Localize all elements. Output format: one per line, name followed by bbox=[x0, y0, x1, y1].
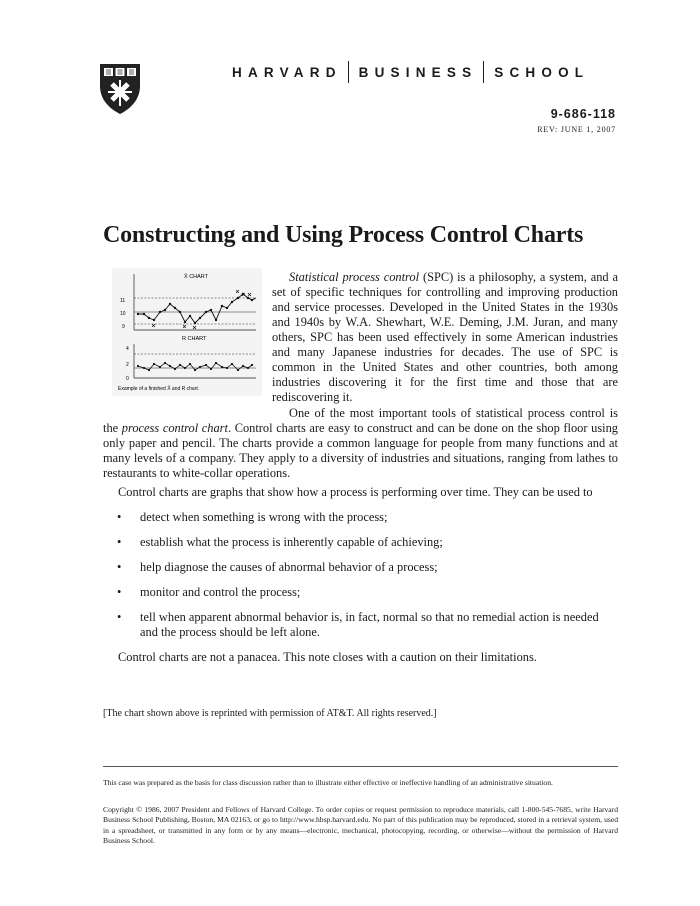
bullet-icon: • bbox=[117, 510, 122, 524]
intro-paragraph bbox=[272, 270, 618, 405]
list-item bbox=[103, 585, 618, 600]
p2-lead: One of the most important tools of statistical process control is the bbox=[103, 406, 618, 435]
list-item bbox=[103, 535, 618, 550]
r-tick: 4 bbox=[126, 346, 129, 352]
control-chart-paragraph bbox=[103, 406, 618, 481]
list-item bbox=[103, 560, 618, 575]
list-item bbox=[103, 610, 618, 640]
limitations-paragraph: Control charts are not a panacea. This note closes with a caution on their limitations. bbox=[118, 650, 537, 664]
header-word-1: HARVARD bbox=[232, 64, 342, 80]
document-number: 9-686-118 bbox=[550, 107, 616, 121]
header-divider bbox=[348, 61, 349, 83]
uses-list bbox=[103, 510, 618, 650]
spc-term: Statistical process control bbox=[289, 270, 420, 284]
r-tick: 2 bbox=[126, 362, 129, 368]
revision-date: REV: JUNE 1, 2007 bbox=[537, 125, 616, 134]
intro-text: (SPC) is a philosophy, a system, and a set of specific techniques for controlling and improving production and service processes. Developed in the United States in the 1930s and 1940s by W.A. Shewhart, W.E. Deming, J.M. Juran, and many others, SPC has been used effectively in some American industries and many Japanese industries for decades. The use of SPC is common in the United States and other countries, both among industries discovering it for the first time and those that are rediscovering it. bbox=[272, 270, 618, 404]
bullet-icon: • bbox=[117, 585, 122, 599]
copyright-notice: Copyright © 1986, 2007 President and Fellows of Harvard College. To order copies or request permission to reproduce materials, call 1-800-545-7685, write Harvard Business School Publishing, Boston, MA 02163, or go to http://www.hbsp.harvard.edu. No part of this publication may be reproduced, stored in a retrieval system, used in a spreadsheet, or transmitted in any form or by any means—electronic, mechanical, photocopying, recording, or otherwise—without the permission of Harvard Business School. bbox=[103, 805, 618, 846]
p2-rest: . Control charts are easy to construct and can be done on the shop floor using only paper and pencil. The charts provide a common language for people from many functions and at many levels of a company. They apply to a diversity of industries and situations, ranging from lathes to restaurants to white-collar operations. bbox=[103, 421, 618, 480]
header-word-3: SCHOOL bbox=[494, 64, 590, 80]
list-item-text: help diagnose the causes of abnormal behavior of a process; bbox=[140, 560, 438, 574]
institution-header bbox=[232, 61, 622, 83]
xbar-tick: 10 bbox=[120, 311, 126, 317]
r-tick: 0 bbox=[126, 376, 129, 382]
process-control-chart-term: process control chart bbox=[121, 421, 228, 435]
list-item bbox=[103, 510, 618, 525]
list-item-text: monitor and control the process; bbox=[140, 585, 301, 599]
list-item-text: detect when something is wrong with the process; bbox=[140, 510, 388, 524]
page-title: Constructing and Using Process Control Charts bbox=[103, 222, 584, 248]
bullet-icon: • bbox=[117, 535, 122, 549]
footer-divider bbox=[103, 766, 618, 767]
xbar-tick: 9 bbox=[122, 324, 125, 330]
header-divider bbox=[483, 61, 484, 83]
hbs-shield-logo bbox=[98, 62, 142, 116]
case-note: This case was prepared as the basis for class discussion rather than to illustrate either effective or ineffective handling of an administrative situation. bbox=[103, 778, 553, 787]
bullet-icon: • bbox=[117, 610, 122, 624]
header-word-2: BUSINESS bbox=[358, 64, 478, 80]
list-item-text: tell when apparent abnormal behavior is, in fact, normal so that no remedial action is needed and the process should be left alone. bbox=[140, 610, 599, 639]
figure-caption: Example of a finished X̄ and R chart. bbox=[118, 386, 200, 392]
control-chart-figure bbox=[112, 268, 262, 396]
r-chart-label: R CHART bbox=[182, 336, 207, 342]
permission-note: [The chart shown above is reprinted with permission of AT&T. All rights reserved.] bbox=[103, 708, 437, 719]
uses-intro: Control charts are graphs that show how a process is performing over time. They can be used to bbox=[118, 485, 593, 499]
xbar-chart-label: X̄ CHART bbox=[184, 274, 209, 280]
xbar-tick: 11 bbox=[120, 298, 126, 304]
list-item-text: establish what the process is inherently capable of achieving; bbox=[140, 535, 443, 549]
bullet-icon: • bbox=[117, 560, 122, 574]
